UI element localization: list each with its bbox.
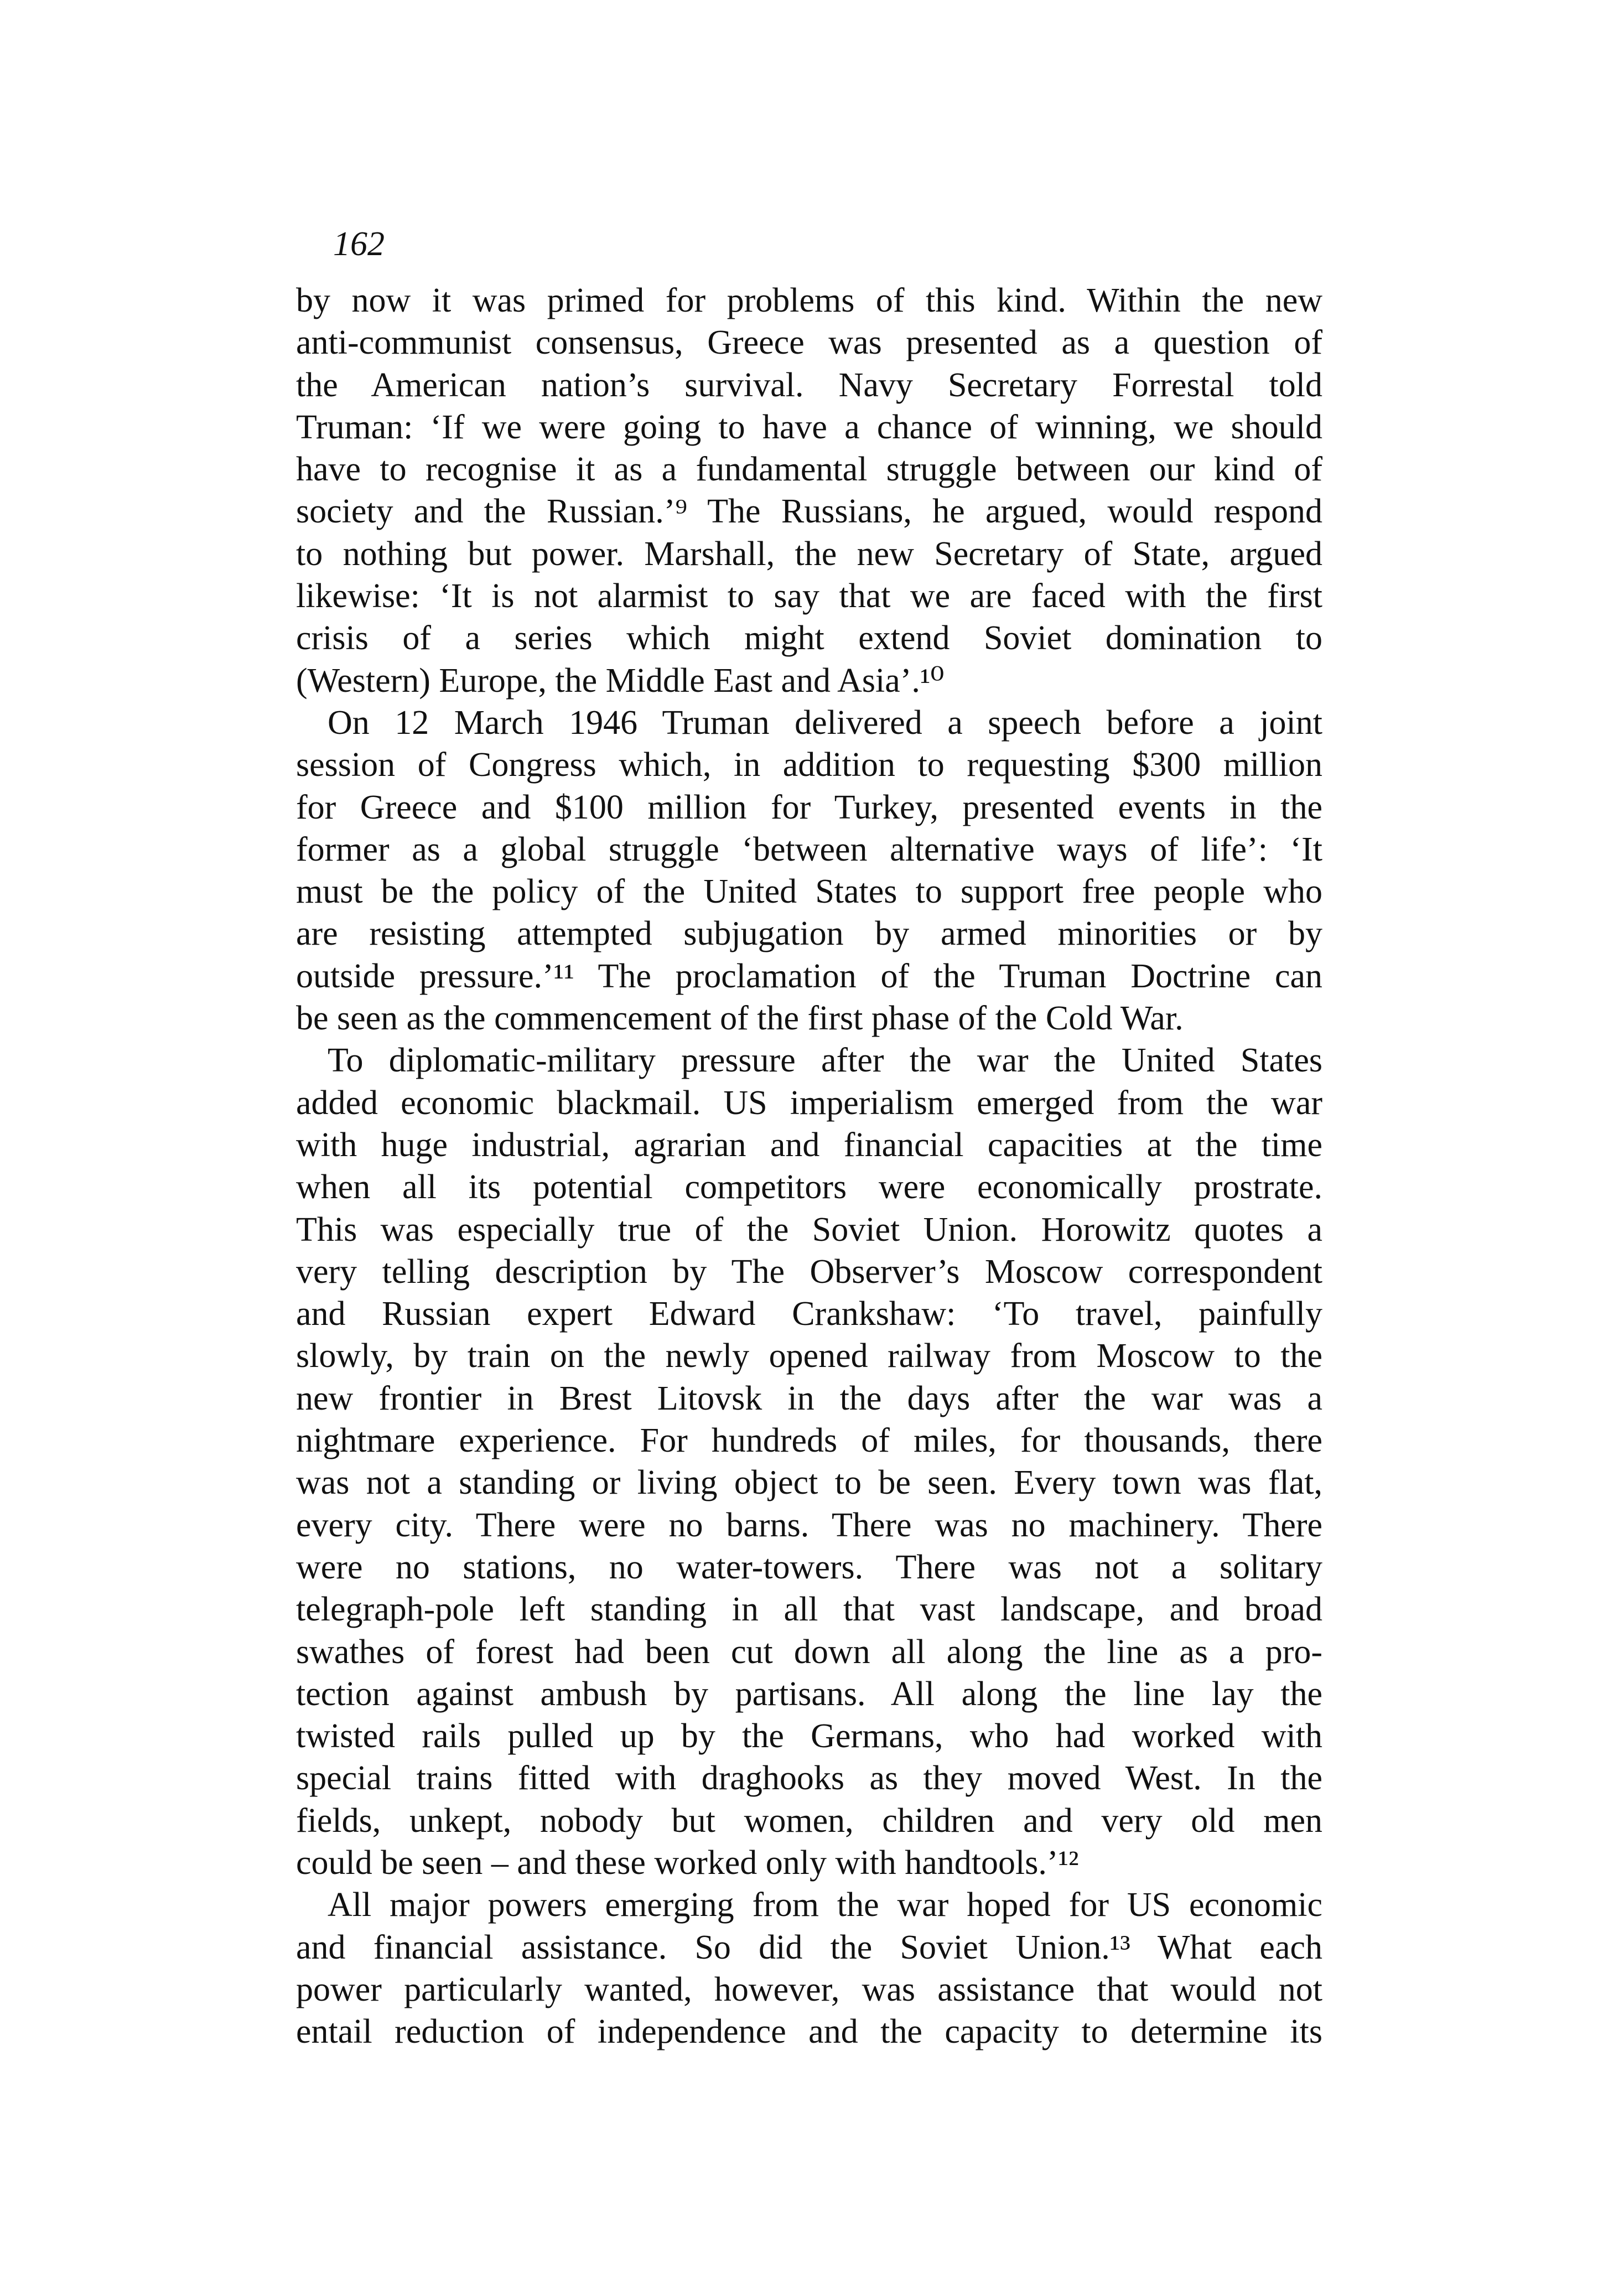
text-line: when all its potential competitors were economically prostrate.: [296, 1168, 1322, 1206]
text-line: and financial assistance. So did the Soviet Union.¹³ What each: [296, 1928, 1322, 1966]
text-line: swathes of forest had been cut down all along the line as a pro-: [296, 1633, 1322, 1671]
text-line: tection against ambush by partisans. All along the line lay the: [296, 1675, 1322, 1713]
text-line: new frontier in Brest Litovsk in the days after the war was a: [296, 1379, 1322, 1417]
text-line: be seen as the commencement of the first phase of the Cold War.: [296, 999, 1184, 1038]
text-line: special trains fitted with draghooks as they moved West. In the: [296, 1759, 1322, 1798]
text-line: slowly, by train on the newly opened railway from Moscow to the: [296, 1337, 1322, 1375]
text-line: could be seen – and these worked only with handtools.’¹²: [296, 1843, 1079, 1882]
text-line: twisted rails pulled up by the Germans, who had worked with: [296, 1717, 1322, 1755]
text-line: former as a global struggle ‘between alternative ways of life’: ‘It: [296, 830, 1322, 868]
text-line: by now it was primed for problems of this kind. Within the new: [296, 282, 1322, 319]
text-line: have to recognise it as a fundamental struggle between our kind of: [296, 450, 1322, 489]
text-line: telegraph-pole left standing in all that vast landscape, and broad: [296, 1591, 1322, 1629]
text-line: On 12 March 1946 Truman delivered a speech before a joint: [328, 703, 1322, 742]
page-number: 162: [333, 225, 385, 263]
text-line: very telling description by The Observer’s Moscow correspondent: [296, 1252, 1322, 1291]
text-line: Truman: ‘If we were going to have a chance of winning, we should: [296, 408, 1322, 446]
text-line: entail reduction of independence and the capacity to determine its: [296, 2013, 1322, 2051]
text-line: fields, unkept, nobody but women, children and very old men: [296, 1801, 1322, 1840]
text-line: added economic blackmail. US imperialism emerged from the war: [296, 1084, 1322, 1122]
text-line: the American nation’s survival. Navy Secretary Forrestal told: [296, 366, 1322, 404]
text-line: every city. There were no barns. There was no machinery. There: [296, 1506, 1322, 1544]
text-line: To diplomatic-military pressure after the war the United States: [328, 1042, 1322, 1080]
text-line: crisis of a series which might extend Soviet domination to: [296, 619, 1322, 657]
text-line: are resisting attempted subjugation by armed minorities or by: [296, 915, 1322, 953]
text-line: society and the Russian.’⁹ The Russians, he argued, would respond: [296, 493, 1322, 531]
text-line: power particularly wanted, however, was assistance that would not: [296, 1970, 1322, 2008]
text-line: (Western) Europe, the Middle East and Asia’.¹⁰: [296, 661, 945, 700]
text-line: to nothing but power. Marshall, the new Secretary of State, argued: [296, 535, 1322, 573]
text-line: This was especially true of the Soviet Union. Horowitz quotes a: [296, 1210, 1322, 1249]
text-line: outside pressure.’¹¹ The proclamation of the Truman Doctrine can: [296, 957, 1322, 995]
text-line: for Greece and $100 million for Turkey, presented events in the: [296, 788, 1322, 826]
text-line: must be the policy of the United States to support free people who: [296, 873, 1322, 911]
body-text: [296, 279, 1322, 2053]
text-line: and Russian expert Edward Crankshaw: ‘To travel, painfully: [296, 1295, 1322, 1333]
text-line: likewise: ‘It is not alarmist to say that we are faced with the first: [296, 577, 1322, 615]
text-line: was not a standing or living object to be seen. Every town was flat,: [296, 1464, 1322, 1502]
text-line: session of Congress which, in addition to requesting $300 million: [296, 746, 1322, 784]
text-line: were no stations, no water-towers. There was not a solitary: [296, 1548, 1322, 1586]
text-line: All major powers emerging from the war hoped for US economic: [328, 1886, 1322, 1924]
text-line: with huge industrial, agrarian and financial capacities at the time: [296, 1126, 1322, 1164]
text-line: anti-communist consensus, Greece was presented as a question of: [296, 324, 1322, 362]
text-line: nightmare experience. For hundreds of miles, for thousands, there: [296, 1422, 1322, 1460]
